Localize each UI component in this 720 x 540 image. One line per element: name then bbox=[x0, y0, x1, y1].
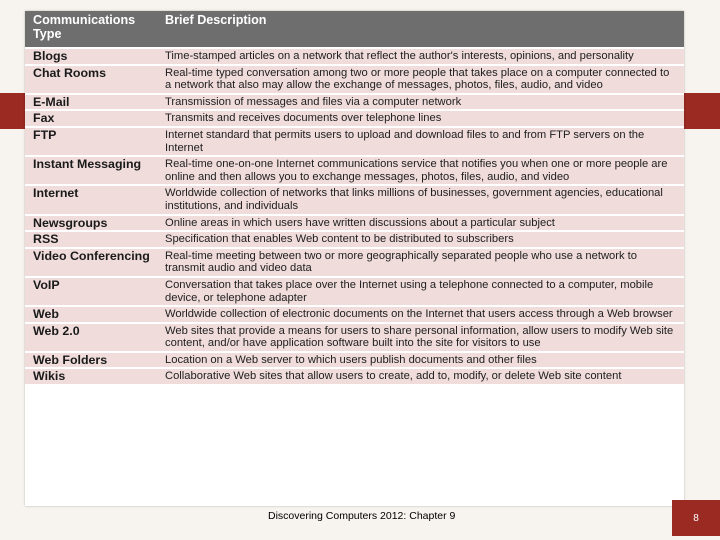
brief-description-cell: Real-time one-on-one Internet communications service that notifies you when one or more people are online and then allows you to exchange messages, photos, files, audio, and video bbox=[157, 156, 684, 185]
communications-type-cell: Internet bbox=[25, 185, 157, 214]
brief-description-cell: Web sites that provide a means for users to share personal information, allow users to modify Web site content, and/or have application software built into the site for visitors to use bbox=[157, 323, 684, 352]
table-row bbox=[25, 352, 684, 369]
table-row bbox=[25, 110, 684, 127]
communications-type-cell: Web Folders bbox=[25, 352, 157, 369]
table-row bbox=[25, 368, 684, 384]
table-row bbox=[25, 215, 684, 232]
brief-description-cell: Collaborative Web sites that allow users to create, add to, modify, or delete Web site content bbox=[157, 368, 684, 384]
communications-type-cell: Web 2.0 bbox=[25, 323, 157, 352]
footer-title: Discovering Computers 2012: Chapter 9 bbox=[268, 510, 456, 522]
communications-type-cell: Web bbox=[25, 306, 157, 323]
table-row bbox=[25, 156, 684, 185]
brief-description-cell: Specification that enables Web content to be distributed to subscribers bbox=[157, 231, 684, 248]
communications-type-cell: Newsgroups bbox=[25, 215, 157, 232]
page-number: 8 bbox=[693, 512, 699, 524]
table-row bbox=[25, 277, 684, 306]
communications-type-cell: Fax bbox=[25, 110, 157, 127]
table-row bbox=[25, 48, 684, 65]
header-communications-type: Communications Type bbox=[25, 11, 157, 48]
communications-type-cell: E-Mail bbox=[25, 94, 157, 111]
brief-description-cell: Conversation that takes place over the Internet using a telephone connected to a computer, mobile device, or telephone adapter bbox=[157, 277, 684, 306]
communications-type-cell: VoIP bbox=[25, 277, 157, 306]
table-row bbox=[25, 94, 684, 111]
communications-type-cell: Video Conferencing bbox=[25, 248, 157, 277]
brief-description-cell: Time-stamped articles on a network that reflect the author's interests, opinions, and personality bbox=[157, 48, 684, 65]
brief-description-cell: Transmission of messages and files via a computer network bbox=[157, 94, 684, 111]
table-row bbox=[25, 127, 684, 156]
table-row bbox=[25, 185, 684, 214]
table-row bbox=[25, 248, 684, 277]
brief-description-cell: Internet standard that permits users to upload and download files to and from FTP servers on the Internet bbox=[157, 127, 684, 156]
brief-description-cell: Transmits and receives documents over telephone lines bbox=[157, 110, 684, 127]
table-row bbox=[25, 231, 684, 248]
brief-description-cell: Worldwide collection of electronic documents on the Internet that users access through a Web browser bbox=[157, 306, 684, 323]
header-brief-description: Brief Description bbox=[157, 11, 684, 48]
table-row bbox=[25, 323, 684, 352]
brief-description-cell: Real-time meeting between two or more geographically separated people who use a network to transmit audio and video data bbox=[157, 248, 684, 277]
communications-type-cell: Instant Messaging bbox=[25, 156, 157, 185]
brief-description-cell: Real-time typed conversation among two or more people that takes place on a computer connected to a network that also may allow the exchange of messages, photos, files, audio, and video bbox=[157, 65, 684, 94]
brief-description-cell: Worldwide collection of networks that links millions of businesses, government agencies, educational institutions, and individuals bbox=[157, 185, 684, 214]
communications-table bbox=[25, 11, 684, 384]
brief-description-cell: Location on a Web server to which users publish documents and other files bbox=[157, 352, 684, 369]
communications-type-cell: Blogs bbox=[25, 48, 157, 65]
communications-table-container bbox=[25, 11, 684, 506]
slide-footer bbox=[0, 509, 720, 540]
table-header-row bbox=[25, 11, 684, 48]
communications-type-cell: RSS bbox=[25, 231, 157, 248]
brief-description-cell: Online areas in which users have written discussions about a particular subject bbox=[157, 215, 684, 232]
communications-type-cell: Wikis bbox=[25, 368, 157, 384]
table-row bbox=[25, 306, 684, 323]
table-body bbox=[25, 48, 684, 384]
table-row bbox=[25, 65, 684, 94]
communications-type-cell: Chat Rooms bbox=[25, 65, 157, 94]
communications-type-cell: FTP bbox=[25, 127, 157, 156]
page-number-box bbox=[672, 500, 720, 536]
